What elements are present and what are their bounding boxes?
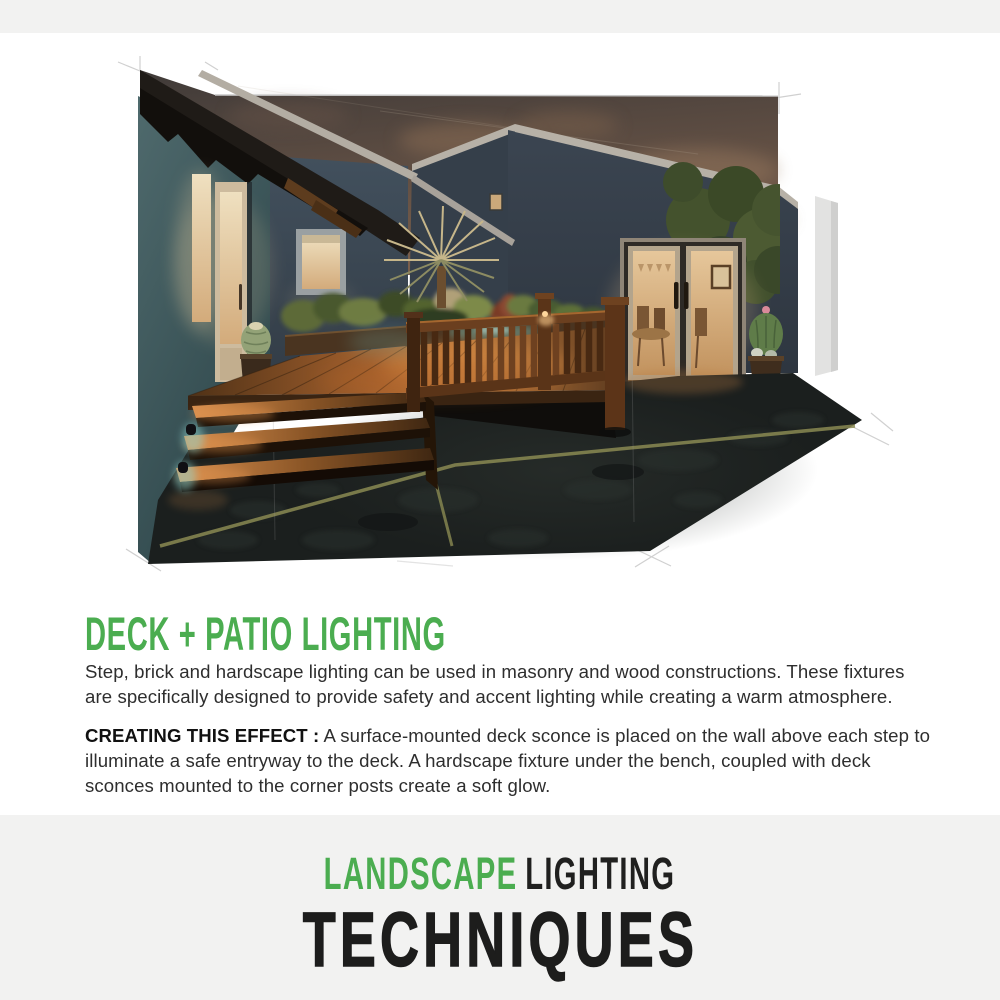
paragraph-line: illuminate a safe entryway to the deck. A hardscape fixture under the bench, coupled with deck [85,750,871,771]
top-gray-band [0,0,1000,33]
content-section [85,607,937,798]
brand-line-2: TECHNIQUES [302,897,698,983]
step-sconce [182,423,204,453]
door-handle-left [674,282,679,309]
entry-door-handle [239,284,242,310]
brand-word-landscape: LANDSCAPE [324,848,518,899]
deck-patio-render-illustration [138,70,864,572]
gable-vent [490,194,502,210]
intro-paragraph [85,659,937,709]
brand-word-lighting: LIGHTING [525,848,676,899]
effect-label: CREATING THIS EFFECT : [85,725,320,746]
footer-brand-band [0,815,1000,1000]
brand-line-1 [324,848,676,899]
paragraph-line: are specifically designed to provide safety and accent lighting while creating a warm atmosphere. [85,686,893,707]
paragraph-text: A surface-mounted deck sconce is placed on the wall above each step to [323,725,931,746]
paragraph-line [85,723,937,748]
paragraph-line: sconces mounted to the corner posts create a soft glow. [85,775,551,796]
french-doors [608,238,758,386]
door-handle-right [684,282,689,309]
effect-paragraph [85,723,937,798]
step-sconce [174,461,196,491]
paragraph-line: Step, brick and hardscape lighting can be used in masonry and wood constructions. These fixtures [85,661,905,682]
door-left [628,246,680,382]
door-right [686,246,738,382]
light-panel [815,196,838,376]
section-heading: DECK + PATIO LIGHTING [85,607,446,660]
glowing-window [296,229,346,295]
corner-post [605,303,625,430]
